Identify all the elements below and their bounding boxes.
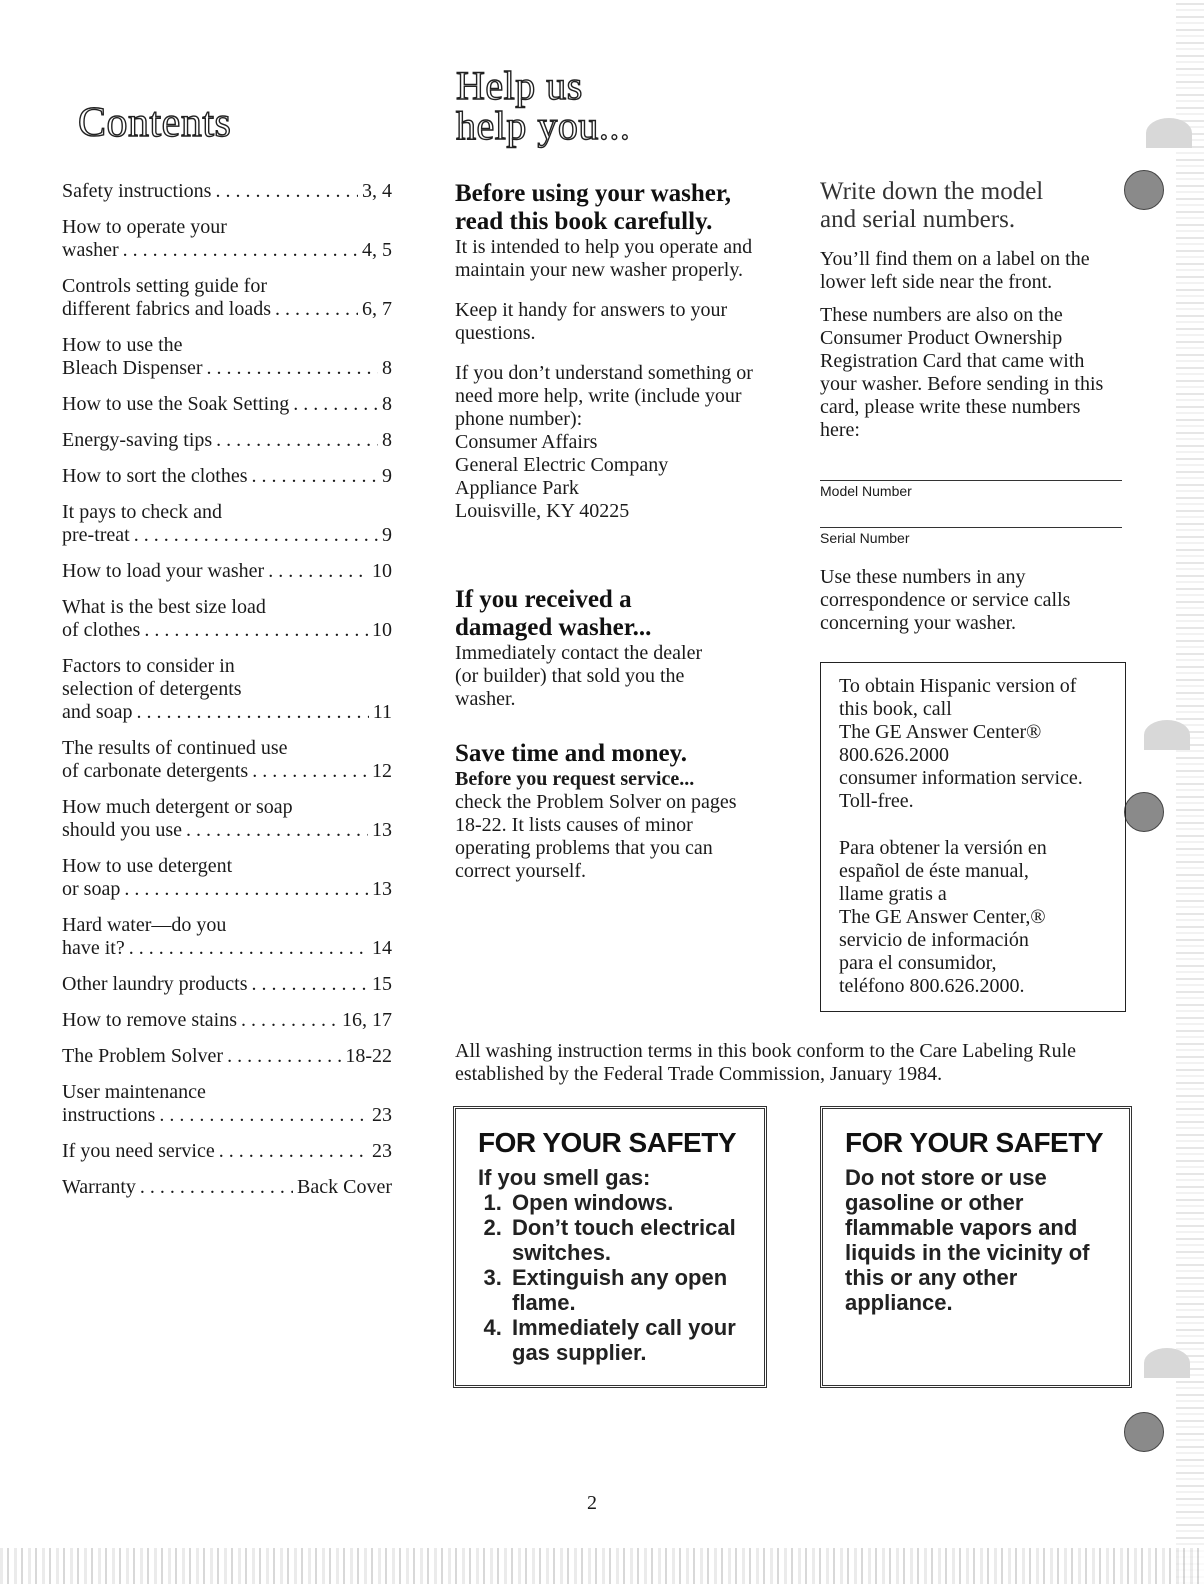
toc-entry-page: 16, 17 [342, 1009, 392, 1031]
toc-entry-label: pre-treat [62, 524, 130, 546]
hispanic-es-line: para el consumidor, [839, 952, 997, 974]
hispanic-en-line: Toll-free. [839, 790, 914, 812]
toc-entry-line: It pays to check and [62, 501, 222, 523]
binder-hole-decoration [1124, 792, 1164, 832]
safety-vapors-title: FOR YOUR SAFETY [845, 1127, 1104, 1158]
toc-entry-line: User maintenance [62, 1081, 206, 1103]
toc-dot-leader [293, 393, 378, 416]
toc-dot-leader [124, 878, 368, 901]
toc-dot-leader [219, 1140, 368, 1163]
toc-entry-label: If you need service [62, 1140, 215, 1162]
toc-entry [62, 429, 392, 452]
binder-hole-decoration [1124, 1412, 1164, 1452]
address-line: Consumer Affairs [455, 431, 598, 453]
toc-entry-line: How to use detergent [62, 855, 233, 877]
safety-gas-step: 1. Open windows. [508, 1190, 750, 1215]
toc-dot-leader [207, 357, 378, 380]
toc-entry-line: How to use the [62, 334, 183, 356]
toc-entry-page: 10 [372, 560, 392, 582]
toc-entry-leader-line [62, 1045, 392, 1068]
toc-entry-page: 18-22 [345, 1045, 392, 1067]
toc-entry-label: The Problem Solver [62, 1045, 224, 1067]
toc-entry-label: of clothes [62, 619, 141, 641]
toc-entry-page: 12 [372, 760, 392, 782]
toc-entry-leader-line [62, 619, 392, 642]
hispanic-en-line: consumer information service. [839, 767, 1083, 789]
toc-entry-leader-line [62, 524, 392, 547]
toc-entry-label: washer [62, 239, 119, 261]
toc-entry-line: selection of detergents [62, 678, 242, 700]
toc-entry-label: Other laundry products [62, 973, 248, 995]
toc-entry-leader-line [62, 1104, 392, 1127]
toc-entry [62, 465, 392, 488]
toc-entry [62, 1140, 392, 1163]
toc-dot-leader [215, 180, 358, 203]
toc-entry [62, 1045, 392, 1068]
toc-entry-leader-line [62, 1176, 392, 1199]
serial-number-field[interactable] [820, 527, 1122, 546]
toc-entry-page: 3, 4 [362, 180, 392, 202]
toc-entry-label: How to remove stains [62, 1009, 237, 1031]
toc-entry-page: 13 [372, 878, 392, 900]
toc-entry-label: have it? [62, 937, 125, 959]
toc-entry-label: How to sort the clothes [62, 465, 248, 487]
safety-gas-lead: If you smell gas: [478, 1165, 651, 1190]
binder-tab-decoration [1144, 1348, 1190, 1378]
help-title-line2: help you... [456, 103, 631, 148]
toc-dot-leader [137, 701, 369, 724]
binder-tab-decoration [1146, 118, 1192, 148]
model-heading-line1: Write down the model [820, 178, 1044, 205]
safety-vapors-text: Do not store or use gasoline or other flammable vapors and liquids in the vicinity of this or any other appliance. [845, 1165, 1090, 1315]
before-paragraph-2: Keep it handy for answers to your questions. [455, 299, 728, 344]
toc-entry-page: Back Cover [297, 1176, 392, 1198]
model-serial-section [820, 178, 1125, 635]
hispanic-es-line: The GE Answer Center,® [839, 906, 1046, 928]
toc-entry [62, 1081, 392, 1127]
toc-entry-leader-line [62, 1009, 392, 1032]
toc-entry-leader-line [62, 560, 392, 583]
toc-dot-leader [140, 1176, 293, 1199]
toc-entry-line: How much detergent or soap [62, 796, 293, 818]
hispanic-en-line: The GE Answer Center® [839, 721, 1042, 743]
toc-entry-page: 4, 5 [362, 239, 392, 261]
toc-entry-label: and soap [62, 701, 133, 723]
toc-entry-leader-line [62, 357, 392, 380]
toc-entry-label: How to use the Soak Setting [62, 393, 290, 415]
save-heading: Save time and money. [455, 740, 687, 767]
toc-entry [62, 275, 392, 321]
mailing-address [455, 431, 775, 523]
toc-entry-label: Warranty [62, 1176, 136, 1198]
model-paragraph-1: You’ll find them on a label on the lower left side near the front. [820, 248, 1090, 293]
toc-entry-label: different fabrics and loads [62, 298, 271, 320]
toc-dot-leader [268, 560, 368, 583]
toc-entry-page: 15 [372, 973, 392, 995]
binder-hole-decoration [1124, 170, 1164, 210]
toc-entry-line: The results of continued use [62, 737, 288, 759]
address-line: Louisville, KY 40225 [455, 500, 630, 522]
safety-gas-step: 2. Don’t touch electrical switches. [508, 1215, 750, 1265]
model-number-label: Model Number [820, 483, 912, 499]
toc-entry [62, 1176, 392, 1199]
toc-entry-leader-line [62, 465, 392, 488]
toc-entry-label: instructions [62, 1104, 156, 1126]
toc-entry [62, 1009, 392, 1032]
hispanic-en-line: 800.626.2000 [839, 744, 949, 766]
toc-entry [62, 655, 392, 724]
toc-entry-leader-line [62, 973, 392, 996]
contents-title: Contents [78, 100, 232, 146]
save-lead: Before you request service... [455, 768, 695, 790]
toc-dot-leader [129, 937, 368, 960]
toc-entry-label: Safety instructions [62, 180, 212, 202]
toc-dot-leader [144, 619, 368, 642]
toc-entry-page: 6, 7 [362, 298, 392, 320]
toc-entry [62, 914, 392, 960]
toc-entry-leader-line [62, 180, 392, 203]
toc-entry-page: 14 [372, 937, 392, 959]
safety-gas-step: 3. Extinguish any open flame. [508, 1265, 750, 1315]
toc-entry-page: 10 [372, 619, 392, 641]
toc-entry [62, 796, 392, 842]
toc-entry-page: 11 [372, 701, 392, 723]
before-heading-line1: Before using your washer, [455, 180, 731, 207]
toc-entry-page: 8 [382, 357, 392, 379]
serial-number-label: Serial Number [820, 530, 910, 546]
hispanic-en-line: this book, call [839, 698, 952, 720]
before-paragraph-1: It is intended to help you operate and maintain your new washer properly. [455, 236, 753, 281]
toc-dot-leader [216, 429, 378, 452]
toc-entry-page: 13 [372, 819, 392, 841]
save-paragraph: check the Problem Solver on pages 18-22. It lists causes of minor operating problems that you can correct yourself. [455, 791, 737, 882]
safety-gas-steps [478, 1190, 750, 1365]
toc-entry-leader-line [62, 429, 392, 452]
toc-dot-leader [241, 1009, 338, 1032]
toc-entry-label: Energy-saving tips [62, 429, 213, 451]
model-paragraph-2: These numbers are also on the Consumer Product Ownership Registration Card that came with your washer. Before sending in this card, please write these numbers here: [820, 304, 1104, 441]
before-paragraph-3: If you don’t understand something or need more help, write (include your phone number): [455, 362, 753, 430]
toc-entry-leader-line [62, 239, 392, 262]
toc-entry [62, 737, 392, 783]
damaged-paragraph: Immediately contact the dealer (or builder) that sold you the washer. [455, 642, 703, 710]
toc-dot-leader [186, 819, 368, 842]
toc-entry [62, 596, 392, 642]
toc-entry-leader-line [62, 1140, 392, 1163]
toc-entry-page: 8 [382, 429, 392, 451]
hispanic-es-line: español de éste manual, [839, 860, 1029, 882]
hispanic-es-line: llame gratis a [839, 883, 947, 905]
model-paragraph-3: Use these numbers in any correspondence or service calls concerning your washer. [820, 566, 1071, 634]
safety-gas-title: FOR YOUR SAFETY [478, 1127, 737, 1158]
save-time-section [455, 740, 775, 883]
address-line: General Electric Company [455, 454, 669, 476]
toc-entry [62, 334, 392, 380]
scan-edge-bottom [0, 1548, 1204, 1584]
damaged-washer-section [455, 586, 775, 711]
toc-entry-label: How to load your washer [62, 560, 265, 582]
toc-entry-page: 9 [382, 524, 392, 546]
safety-gas-box [453, 1106, 767, 1388]
address-line: Appliance Park [455, 477, 579, 499]
care-labeling-note: All washing instruction terms in this book conform to the Care Labeling Rule established by the Federal Trade Commission, January 1984. [455, 1040, 1077, 1085]
damaged-heading-line1: If you received a [455, 586, 632, 613]
page-number: 2 [587, 1492, 597, 1514]
toc-entry-line: How to operate your [62, 216, 227, 238]
hispanic-es-line: Para obtener la versión en [839, 837, 1047, 859]
toc-entry [62, 216, 392, 262]
table-of-contents [62, 180, 392, 1212]
safety-gas-step: 4. Immediately call your gas supplier. [508, 1315, 750, 1365]
toc-entry-leader-line [62, 819, 392, 842]
toc-entry-leader-line [62, 298, 392, 321]
toc-entry-page: 9 [382, 465, 392, 487]
toc-dot-leader [275, 298, 358, 321]
hispanic-es-line: teléfono 800.626.2000. [839, 975, 1025, 997]
hispanic-spanish-text [839, 837, 1119, 998]
toc-entry [62, 855, 392, 901]
hispanic-version-box [820, 662, 1126, 1012]
toc-dot-leader [123, 239, 358, 262]
toc-dot-leader [134, 524, 378, 547]
toc-entry-leader-line [62, 701, 392, 724]
toc-entry [62, 501, 392, 547]
toc-entry-line: Controls setting guide for [62, 275, 267, 297]
damaged-heading-line2: damaged washer... [455, 614, 652, 641]
safety-vapors-box [820, 1106, 1132, 1388]
help-title-line1: Help us [456, 63, 583, 108]
toc-dot-leader [252, 760, 368, 783]
toc-entry-label: Bleach Dispenser [62, 357, 203, 379]
toc-entry-label: or soap [62, 878, 121, 900]
toc-entry-line: What is the best size load [62, 596, 266, 618]
before-using-section [455, 180, 775, 523]
model-number-field[interactable] [820, 480, 1122, 499]
binder-tab-decoration [1144, 720, 1190, 750]
toc-entry [62, 973, 392, 996]
toc-entry-leader-line [62, 878, 392, 901]
hispanic-es-line: servicio de información [839, 929, 1029, 951]
hispanic-en-line: To obtain Hispanic version of [839, 675, 1077, 697]
scan-edge-right [1176, 0, 1204, 1584]
toc-entry-label: of carbonate detergents [62, 760, 249, 782]
model-heading-line2: and serial numbers. [820, 206, 1016, 233]
toc-entry-leader-line [62, 393, 392, 416]
toc-dot-leader [252, 465, 378, 488]
toc-entry-page: 8 [382, 393, 392, 415]
toc-entry [62, 180, 392, 203]
toc-entry [62, 393, 392, 416]
toc-dot-leader [159, 1104, 368, 1127]
toc-entry [62, 560, 392, 583]
toc-entry-page: 23 [372, 1104, 392, 1126]
toc-entry-line: Factors to consider in [62, 655, 235, 677]
toc-entry-leader-line [62, 937, 392, 960]
before-heading-line2: read this book carefully. [455, 208, 713, 235]
toc-entry-leader-line [62, 760, 392, 783]
toc-entry-label: should you use [62, 819, 182, 841]
toc-dot-leader [252, 973, 368, 996]
toc-dot-leader [227, 1045, 341, 1068]
toc-entry-page: 23 [372, 1140, 392, 1162]
hispanic-english-text [839, 675, 1119, 813]
toc-entry-line: Hard water—do you [62, 914, 227, 936]
